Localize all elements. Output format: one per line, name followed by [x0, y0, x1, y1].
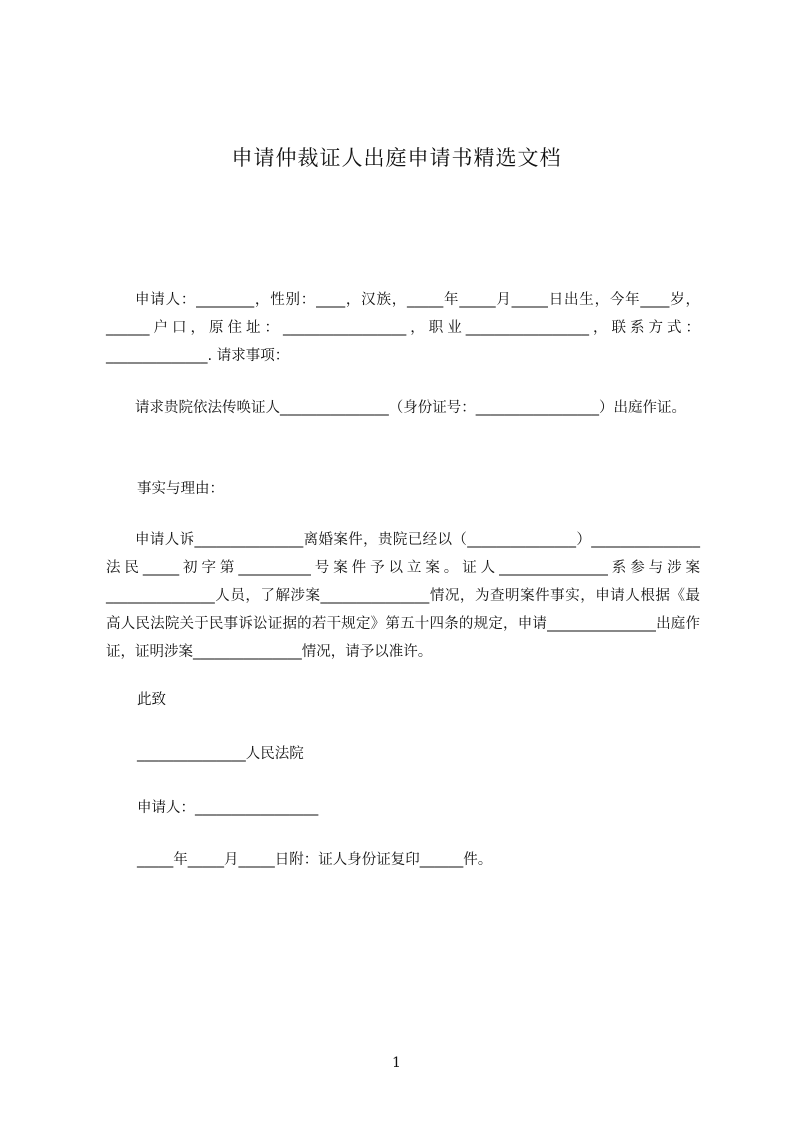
- date-attachment-line: _____年_____月_____日附：证人身份证复印______件。: [137, 852, 493, 868]
- facts-paragraph: 申请人诉_______________离婚案件，贵院已经以（_______________）_______________法民_____初字第__________号案件予以立案。证人_______________系参与涉案_______________人员，了解涉案_______________情况，为查明案件事实，申请人根据《最高人民法院关于民事诉讼证据的若干规定》第五十四条的规定，申请_______________出庭作证，证明涉案_______________情况，请予以准许。: [106, 532, 700, 660]
- request-paragraph: 请求贵院依法传唤证人_______________（身份证号：_________________）出庭作证。: [135, 400, 686, 416]
- court-line: _______________人民法院: [137, 746, 304, 762]
- request-block: [106, 394, 700, 422]
- document-title: 申请仲裁证人出庭申请书精选文档: [231, 146, 562, 170]
- facts-heading: 事实与理由：: [137, 481, 224, 497]
- salutation: 此致: [137, 692, 166, 708]
- page-number: 1: [392, 1055, 401, 1071]
- applicant-info-block: [106, 286, 700, 370]
- applicant-signature-line: 申请人：_________________: [137, 800, 319, 816]
- facts-block: [106, 526, 700, 666]
- applicant-info-paragraph: 申请人：________，性别：____，汉族，_____年_____月_____日出生，今年____岁，______户口，原住址：_________________，职业_________________，联系方式：______________. 请求事项：: [106, 292, 700, 364]
